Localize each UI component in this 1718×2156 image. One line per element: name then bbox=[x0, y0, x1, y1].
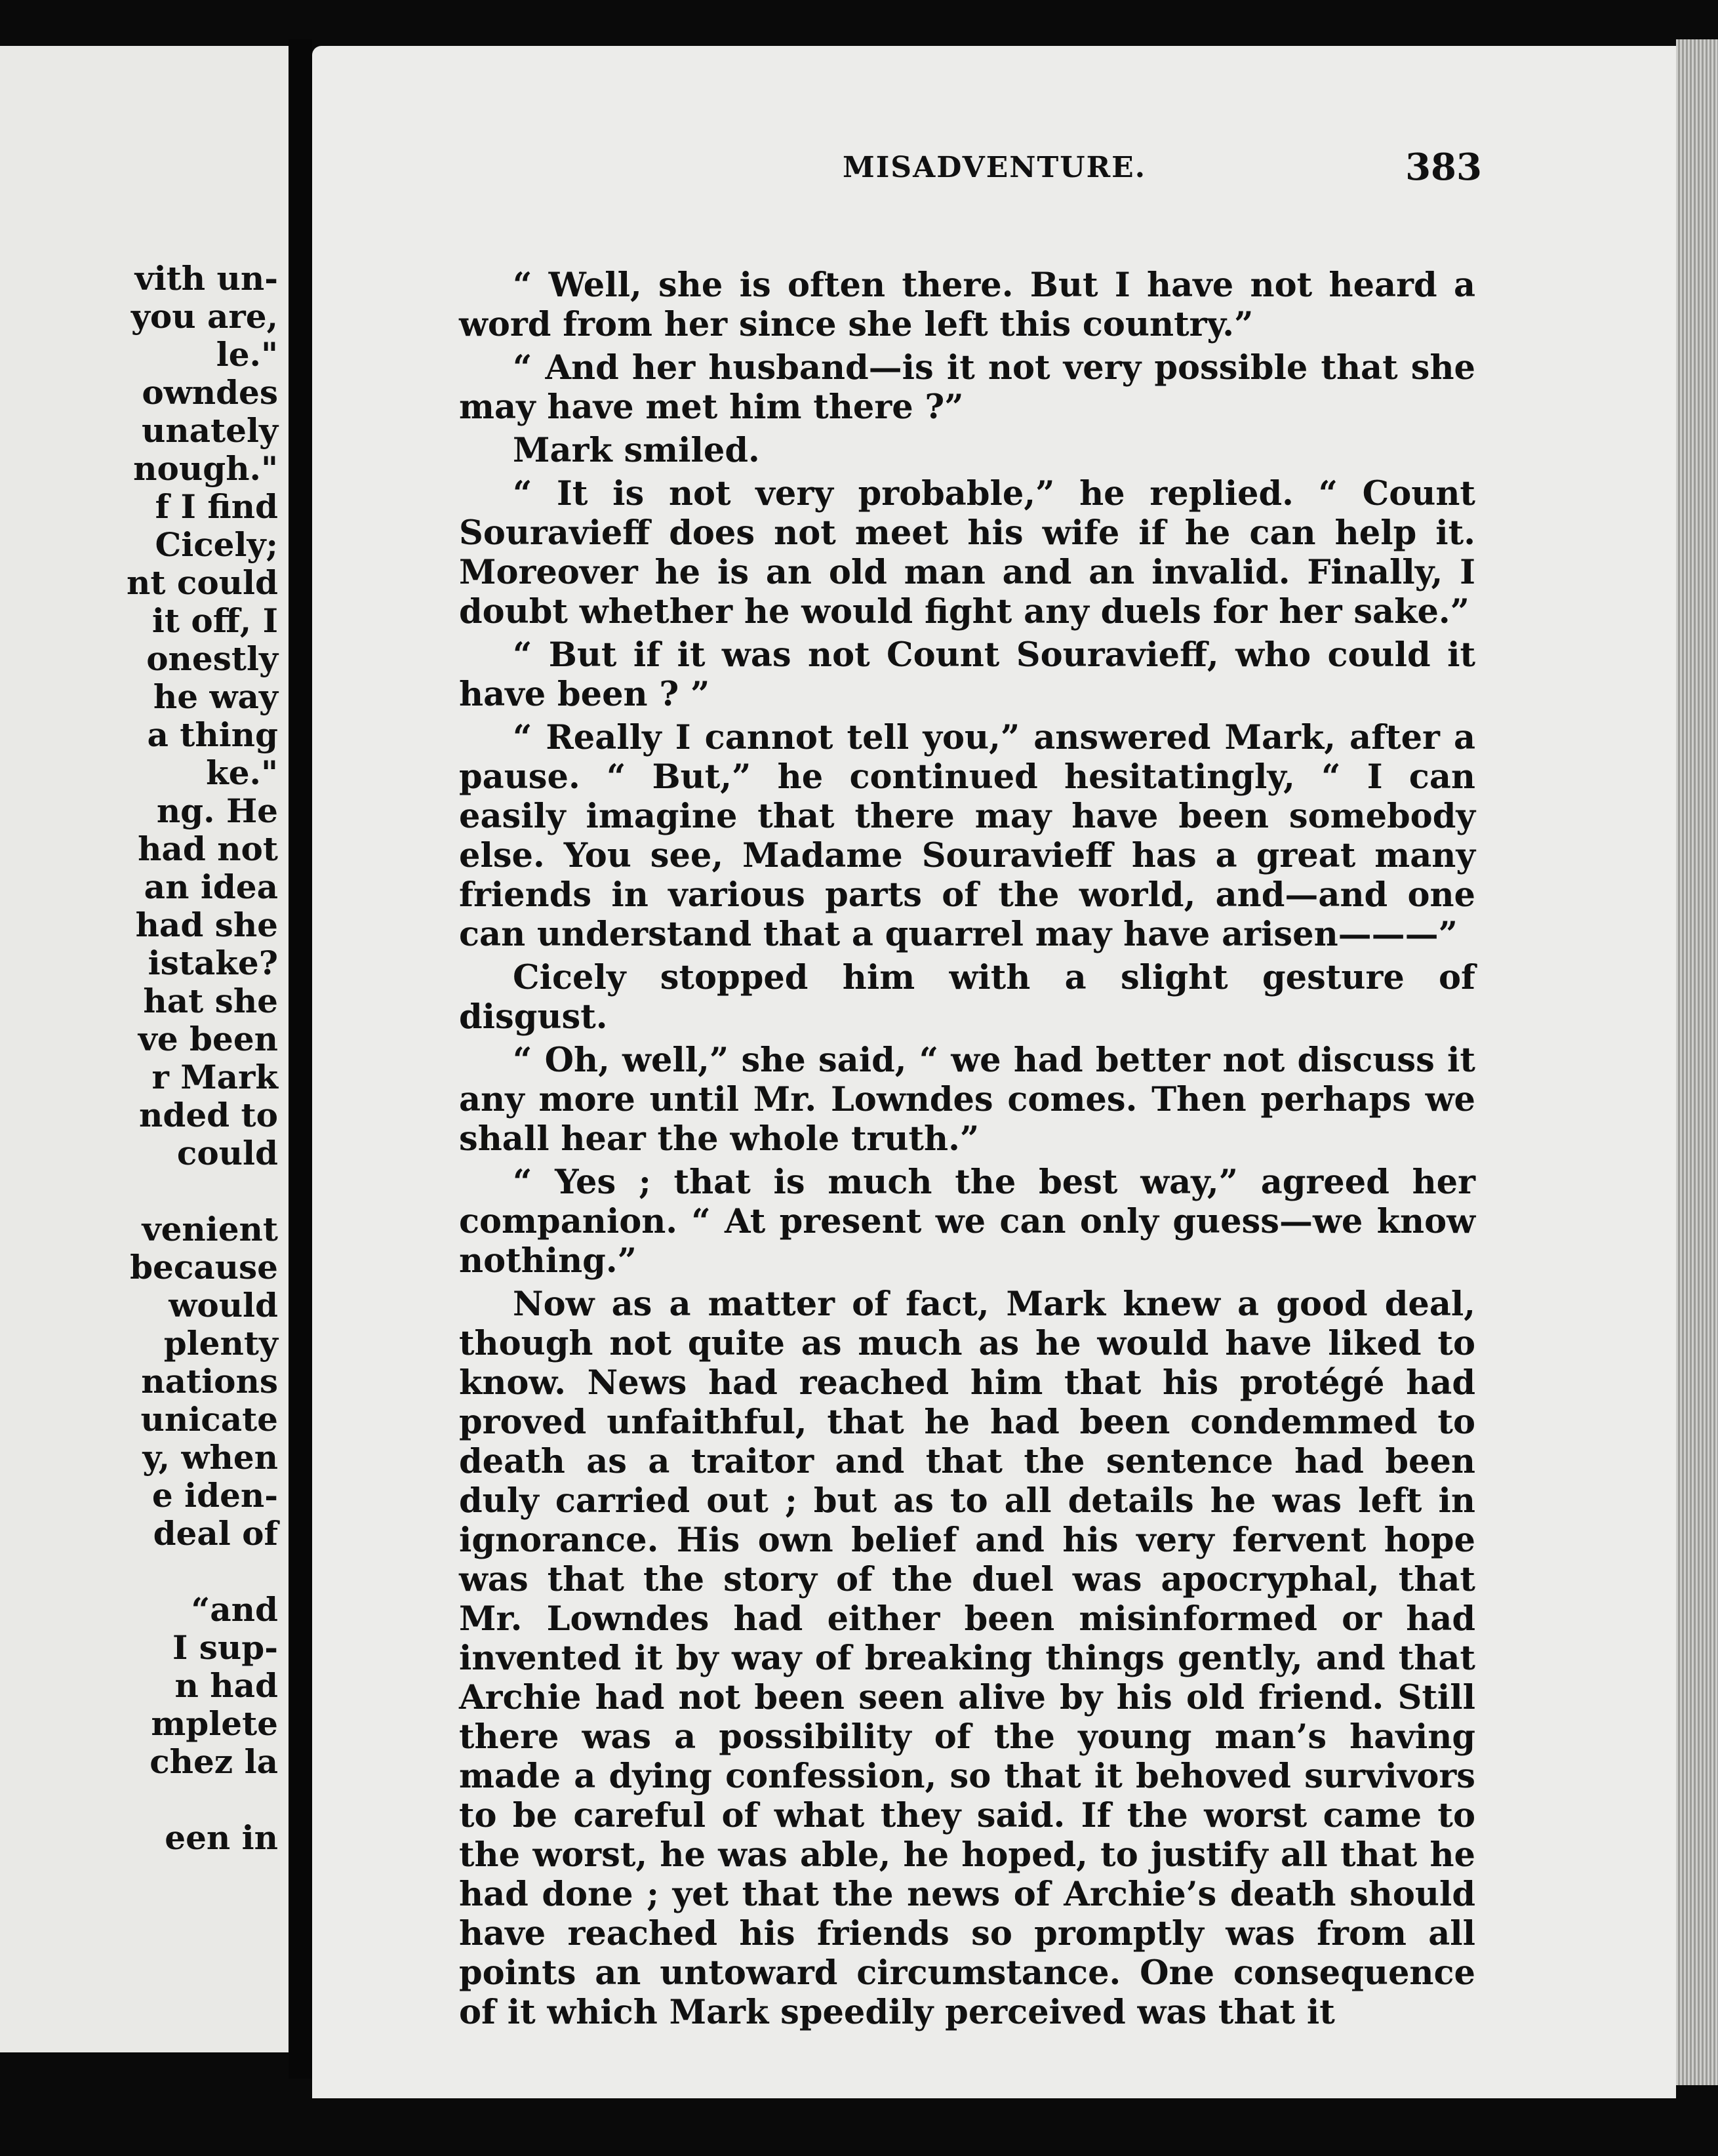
paragraph: “ Yes ; that is much the best way,” agreed her companion. “ At present we can only guess—we know nothing.” bbox=[459, 1163, 1475, 1281]
page-header bbox=[525, 146, 1482, 203]
left-page-line: istake? bbox=[148, 944, 278, 982]
left-page-line: owndes bbox=[142, 373, 278, 412]
left-page-line: vith un- bbox=[134, 259, 278, 298]
left-page-line: could bbox=[176, 1134, 278, 1172]
paragraph: “ Oh, well,” she said, “ we had better not discuss it any more until Mr. Lowndes comes. Then perhaps we shall hear the whole truth.” bbox=[459, 1041, 1475, 1159]
left-page-line: e iden- bbox=[151, 1476, 278, 1515]
paragraph: “ And her husband—is it not very possible that she may have met him there ?” bbox=[459, 348, 1475, 427]
left-page-line: f I find bbox=[155, 487, 278, 526]
running-title: MISADVENTURE. bbox=[843, 151, 1147, 184]
left-page-line: unicate bbox=[140, 1400, 278, 1439]
book-gutter bbox=[289, 39, 312, 2079]
page-edges bbox=[1676, 39, 1718, 2085]
left-page-line: it off, I bbox=[151, 601, 278, 640]
left-page-line: hat she bbox=[143, 982, 278, 1020]
left-page-line: a thing bbox=[147, 715, 278, 754]
left-page-line: I sup- bbox=[172, 1628, 278, 1667]
left-page-line: an idea bbox=[144, 868, 278, 906]
left-page-line: ng. He bbox=[156, 791, 278, 830]
paragraph: “ It is not very probable,” he replied. “ Count Souravieff does not meet his wife if he can help it. Moreover he is an old man and an invalid. Finally, I doubt whether he would fight any duels for her sake.” bbox=[459, 474, 1475, 631]
left-page-line: r Mark bbox=[151, 1058, 278, 1096]
left-page-line: he way bbox=[153, 677, 278, 716]
paragraph: “ But if it was not Count Souravieff, who could it have been ? ” bbox=[459, 635, 1475, 714]
left-page-line: chez la bbox=[150, 1742, 278, 1781]
left-page-line: plenty bbox=[163, 1324, 278, 1363]
left-page-line: ke." bbox=[206, 753, 278, 792]
paragraph: Mark smiled. bbox=[513, 431, 760, 470]
left-page-line: you are, bbox=[130, 297, 278, 336]
left-page-line: le." bbox=[216, 335, 278, 374]
left-page-line: had she bbox=[135, 906, 278, 944]
left-page-line: venient bbox=[142, 1210, 278, 1248]
left-page-line: deal of bbox=[153, 1514, 278, 1553]
left-page-line: n had bbox=[174, 1666, 278, 1705]
left-page-line: nt could bbox=[127, 563, 278, 602]
paragraph: “ Really I cannot tell you,” answered Mark, after a pause. “ But,” he continued hesitatingly, “ I can easily imagine that there may have been somebody else. You see, Madame Souravieff has a great many friends in various parts of the world, and—and one can understand that a quarrel may have arisen———” bbox=[459, 718, 1475, 954]
left-page-line: because bbox=[130, 1248, 278, 1287]
body-text bbox=[459, 266, 1475, 2036]
left-page-line: nough." bbox=[133, 449, 278, 488]
left-page-line: ve been bbox=[138, 1020, 278, 1058]
left-page-line: nations bbox=[141, 1362, 278, 1401]
paragraph: Now as a matter of fact, Mark knew a good deal, though not quite as much as he would have liked to know. News had reached him that his protégé had proved unfaithful, that he had been condemmed to death as a traitor and that the sentence had been duly carried out ; but as to all details he was left in ignorance. His own belief and his very fervent hope was that the story of the duel was apocryphal, that Mr. Lowndes had either been misinformed or had invented it by way of breaking things gently, and that Archie had not been seen alive by his old friend. Still there was a possibility of the young man’s having made a dying confession, so that it behoved survivors to be careful of what they said. If the worst came to the worst, he was able, he hoped, to justify all that he had done ; yet that the news of Archie’s death should have reached his friends so promptly was from all points an untoward circumstance. One consequence of it which Mark speedily perceived was that it bbox=[459, 1285, 1475, 2032]
left-page-line: Cicely; bbox=[155, 525, 278, 564]
left-page-line: unately bbox=[141, 411, 278, 450]
left-page-line: y, when bbox=[142, 1438, 278, 1477]
left-page-line: would bbox=[169, 1286, 278, 1325]
page-number: 383 bbox=[1405, 146, 1482, 189]
left-page-line: onestly bbox=[146, 639, 278, 678]
left-page-line: “and bbox=[191, 1590, 278, 1629]
left-page-fragment bbox=[0, 46, 289, 2052]
paragraph: “ Well, she is often there. But I have not heard a word from her since she left this country.” bbox=[459, 266, 1475, 344]
background-band bbox=[0, 2098, 1718, 2156]
left-page-line: had not bbox=[138, 829, 278, 868]
left-page-line: nded to bbox=[139, 1096, 278, 1134]
left-page-line: een in bbox=[165, 1818, 278, 1857]
paragraph: Cicely stopped him with a slight gesture of disgust. bbox=[459, 958, 1475, 1037]
left-page-line: mplete bbox=[151, 1704, 278, 1743]
